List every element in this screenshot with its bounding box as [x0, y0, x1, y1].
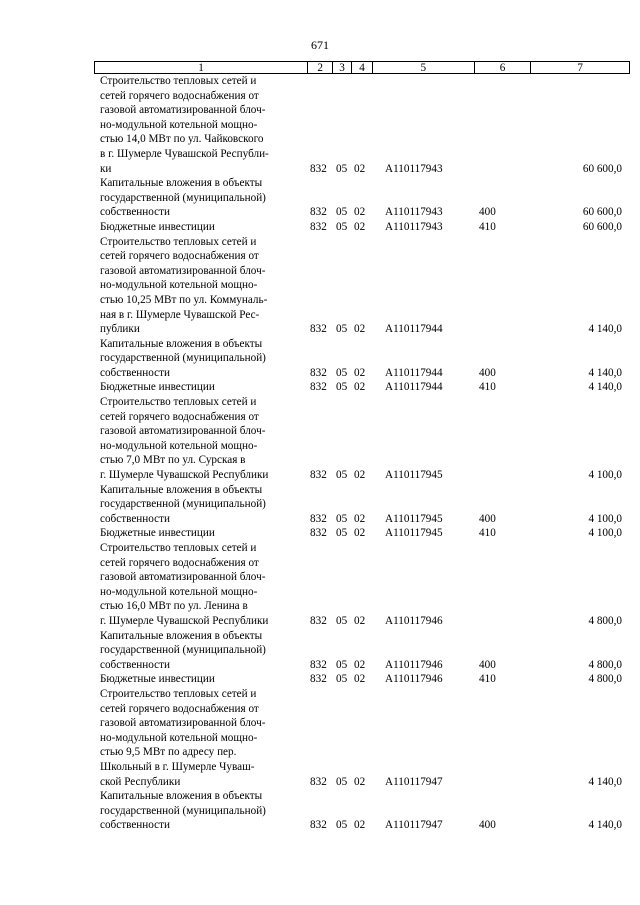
description-line: государственной (муниципальной): [100, 498, 266, 511]
amount: 4 800,0: [588, 658, 622, 671]
subsection-code: 02: [354, 206, 366, 219]
amount: 4 100,0: [588, 512, 622, 525]
row-description: [94, 74, 307, 176]
description-line: но-модульной котельной мощно-: [100, 585, 258, 598]
section-code: 832: [310, 323, 327, 336]
amount: 4 800,0: [588, 614, 622, 627]
amount: 4 140,0: [588, 381, 622, 394]
target-article-code: А110117945: [385, 469, 443, 482]
description-line: сетей горячего водоснабжения от: [100, 410, 259, 423]
column-header-7: 7: [530, 62, 629, 73]
expense-type-code: 400: [479, 819, 496, 832]
row-description: [94, 380, 307, 395]
target-article-code: А110117946: [385, 614, 443, 627]
section-code: 832: [310, 220, 327, 233]
section-code: 832: [310, 775, 327, 788]
chapter-code: 05: [336, 206, 348, 219]
subsection-code: 02: [354, 512, 366, 525]
table-header-row: [94, 61, 630, 74]
table-row: [94, 687, 630, 789]
subsection-code: 02: [354, 366, 366, 379]
expense-type-code: 410: [479, 220, 496, 233]
table-row: [94, 483, 630, 527]
description-line: собственности: [100, 512, 170, 525]
row-description: [94, 789, 307, 833]
description-line: Строительство тепловых сетей и: [100, 75, 257, 87]
expense-type-code: 410: [479, 381, 496, 394]
subsection-code: 02: [354, 673, 366, 686]
amount: 4 140,0: [588, 775, 622, 788]
section-code: 832: [310, 819, 327, 832]
chapter-code: 05: [336, 469, 348, 482]
subsection-code: 02: [354, 162, 366, 175]
row-description: [94, 483, 307, 527]
description-line: но-модульной котельной мощно-: [100, 118, 258, 131]
description-line: Строительство тепловых сетей и: [100, 542, 257, 554]
chapter-code: 05: [336, 162, 348, 175]
section-code: 832: [310, 512, 327, 525]
table-row: [94, 672, 630, 687]
description-line: собственности: [100, 206, 170, 219]
description-line: государственной (муниципальной): [100, 191, 266, 204]
description-line: г. Шумерле Чувашской Республики: [100, 469, 269, 482]
description-line: Строительство тепловых сетей и: [100, 235, 257, 248]
table-row: [94, 337, 630, 381]
description-line: Бюджетные инвестиции: [100, 220, 215, 233]
description-line: г. Шумерле Чувашской Республики: [100, 614, 269, 627]
table-body: [94, 74, 630, 833]
table-row: [94, 220, 630, 235]
description-line: ки: [100, 162, 112, 175]
subsection-code: 02: [354, 775, 366, 788]
section-code: 832: [310, 469, 327, 482]
chapter-code: 05: [336, 819, 348, 832]
row-description: [94, 629, 307, 673]
description-line: Школьный в г. Шумерле Чуваш-: [100, 760, 255, 773]
amount: 60 600,0: [582, 162, 622, 175]
row-description: [94, 687, 307, 789]
description-line: государственной (муниципальной): [100, 804, 266, 817]
description-line: газовой автоматизированной блоч-: [100, 571, 266, 584]
description-line: Строительство тепловых сетей и: [100, 687, 257, 700]
chapter-code: 05: [336, 323, 348, 336]
description-line: Бюджетные инвестиции: [100, 673, 215, 686]
amount: 4 800,0: [588, 673, 622, 686]
description-line: но-модульной котельной мощно-: [100, 439, 258, 452]
table-row: [94, 789, 630, 833]
row-description: [94, 395, 307, 483]
description-line: Капитальные вложения в объекты: [100, 629, 263, 642]
subsection-code: 02: [354, 381, 366, 394]
row-description: [94, 541, 307, 629]
amount: 60 600,0: [582, 206, 622, 219]
target-article-code: А110117945: [385, 527, 443, 540]
expense-type-code: 410: [479, 527, 496, 540]
description-line: государственной (муниципальной): [100, 352, 266, 365]
subsection-code: 02: [354, 469, 366, 482]
description-line: ской Республики: [100, 775, 181, 788]
table-row: [94, 176, 630, 220]
table-row: [94, 629, 630, 673]
description-line: сетей горячего водоснабжения от: [100, 702, 259, 715]
section-code: 832: [310, 658, 327, 671]
subsection-code: 02: [354, 658, 366, 671]
table-row: [94, 541, 630, 629]
chapter-code: 05: [336, 527, 348, 540]
row-description: [94, 176, 307, 220]
amount: 4 100,0: [588, 469, 622, 482]
subsection-code: 02: [354, 527, 366, 540]
column-header-5: 5: [372, 62, 474, 73]
table-row: [94, 74, 630, 176]
description-line: стью 7,0 МВт по ул. Сурская в: [100, 454, 246, 467]
amount: 60 600,0: [582, 220, 622, 233]
chapter-code: 05: [336, 614, 348, 627]
target-article-code: А110117943: [385, 220, 443, 233]
description-line: газовой автоматизированной блоч-: [100, 717, 266, 730]
target-article-code: А110117946: [385, 658, 443, 671]
description-line: газовой автоматизированной блоч-: [100, 264, 266, 277]
description-line: государственной (муниципальной): [100, 644, 266, 657]
section-code: 832: [310, 381, 327, 394]
chapter-code: 05: [336, 381, 348, 394]
target-article-code: А110117943: [385, 162, 443, 175]
description-line: собственности: [100, 658, 170, 671]
description-line: собственности: [100, 366, 170, 379]
target-article-code: А110117947: [385, 819, 443, 832]
description-line: Капитальные вложения в объекты: [100, 790, 263, 803]
description-line: Капитальные вложения в объекты: [100, 177, 263, 190]
section-code: 832: [310, 673, 327, 686]
amount: 4 140,0: [588, 819, 622, 832]
subsection-code: 02: [354, 819, 366, 832]
description-line: но-модульной котельной мощно-: [100, 279, 258, 292]
description-line: собственности: [100, 819, 170, 832]
section-code: 832: [310, 527, 327, 540]
column-header-6: 6: [474, 62, 531, 73]
expense-type-code: 410: [479, 673, 496, 686]
expense-type-code: 400: [479, 512, 496, 525]
description-line: сетей горячего водоснабжения от: [100, 556, 259, 569]
expense-type-code: 400: [479, 206, 496, 219]
section-code: 832: [310, 206, 327, 219]
subsection-code: 02: [354, 220, 366, 233]
section-code: 832: [310, 366, 327, 379]
target-article-code: А110117946: [385, 673, 443, 686]
section-code: 832: [310, 614, 327, 627]
chapter-code: 05: [336, 512, 348, 525]
target-article-code: А110117945: [385, 512, 443, 525]
description-line: стью 16,0 МВт по ул. Ленина в: [100, 600, 248, 613]
description-line: стью 10,25 МВт по ул. Коммуналь-: [100, 293, 268, 306]
description-line: Капитальные вложения в объекты: [100, 483, 263, 496]
column-header-1: 1: [198, 62, 204, 74]
table-row: [94, 526, 630, 541]
budget-table: [94, 61, 630, 833]
row-description: [94, 220, 307, 235]
chapter-code: 05: [336, 220, 348, 233]
subsection-code: 02: [354, 614, 366, 627]
description-line: ная в г. Шумерле Чувашской Рес-: [100, 308, 260, 321]
column-header-3: 3: [332, 62, 351, 73]
expense-type-code: 400: [479, 366, 496, 379]
table-row: [94, 395, 630, 483]
target-article-code: А110117944: [385, 381, 443, 394]
description-line: сетей горячего водоснабжения от: [100, 89, 259, 102]
column-header-2: 2: [307, 62, 332, 73]
page-number: 671: [311, 38, 329, 52]
row-description: [94, 672, 307, 687]
row-description: [94, 526, 307, 541]
expense-type-code: 400: [479, 658, 496, 671]
description-line: Строительство тепловых сетей и: [100, 396, 257, 409]
chapter-code: 05: [336, 673, 348, 686]
amount: 4 140,0: [588, 323, 622, 336]
target-article-code: А110117944: [385, 323, 443, 336]
column-header-4: 4: [351, 62, 372, 73]
description-line: но-модульной котельной мощно-: [100, 731, 258, 744]
description-line: Бюджетные инвестиции: [100, 527, 215, 540]
section-code: 832: [310, 162, 327, 175]
description-line: газовой автоматизированной блоч-: [100, 104, 266, 117]
subsection-code: 02: [354, 323, 366, 336]
description-line: публики: [100, 323, 140, 336]
row-description: [94, 235, 307, 337]
description-line: стью 14,0 МВт по ул. Чайковского: [100, 133, 264, 146]
chapter-code: 05: [336, 775, 348, 788]
chapter-code: 05: [336, 366, 348, 379]
description-line: сетей горячего водоснабжения от: [100, 250, 259, 263]
description-line: Бюджетные инвестиции: [100, 381, 215, 394]
chapter-code: 05: [336, 658, 348, 671]
amount: 4 140,0: [588, 366, 622, 379]
description-line: газовой автоматизированной блоч-: [100, 425, 266, 438]
target-article-code: А110117947: [385, 775, 443, 788]
target-article-code: А110117944: [385, 366, 443, 379]
description-line: Капитальные вложения в объекты: [100, 337, 263, 350]
description-line: стью 9,5 МВт по адресу пер.: [100, 746, 237, 759]
table-row: [94, 235, 630, 337]
row-description: [94, 337, 307, 381]
description-line: в г. Шумерле Чувашской Республи-: [100, 147, 269, 160]
amount: 4 100,0: [588, 527, 622, 540]
target-article-code: А110117943: [385, 206, 443, 219]
table-row: [94, 380, 630, 395]
